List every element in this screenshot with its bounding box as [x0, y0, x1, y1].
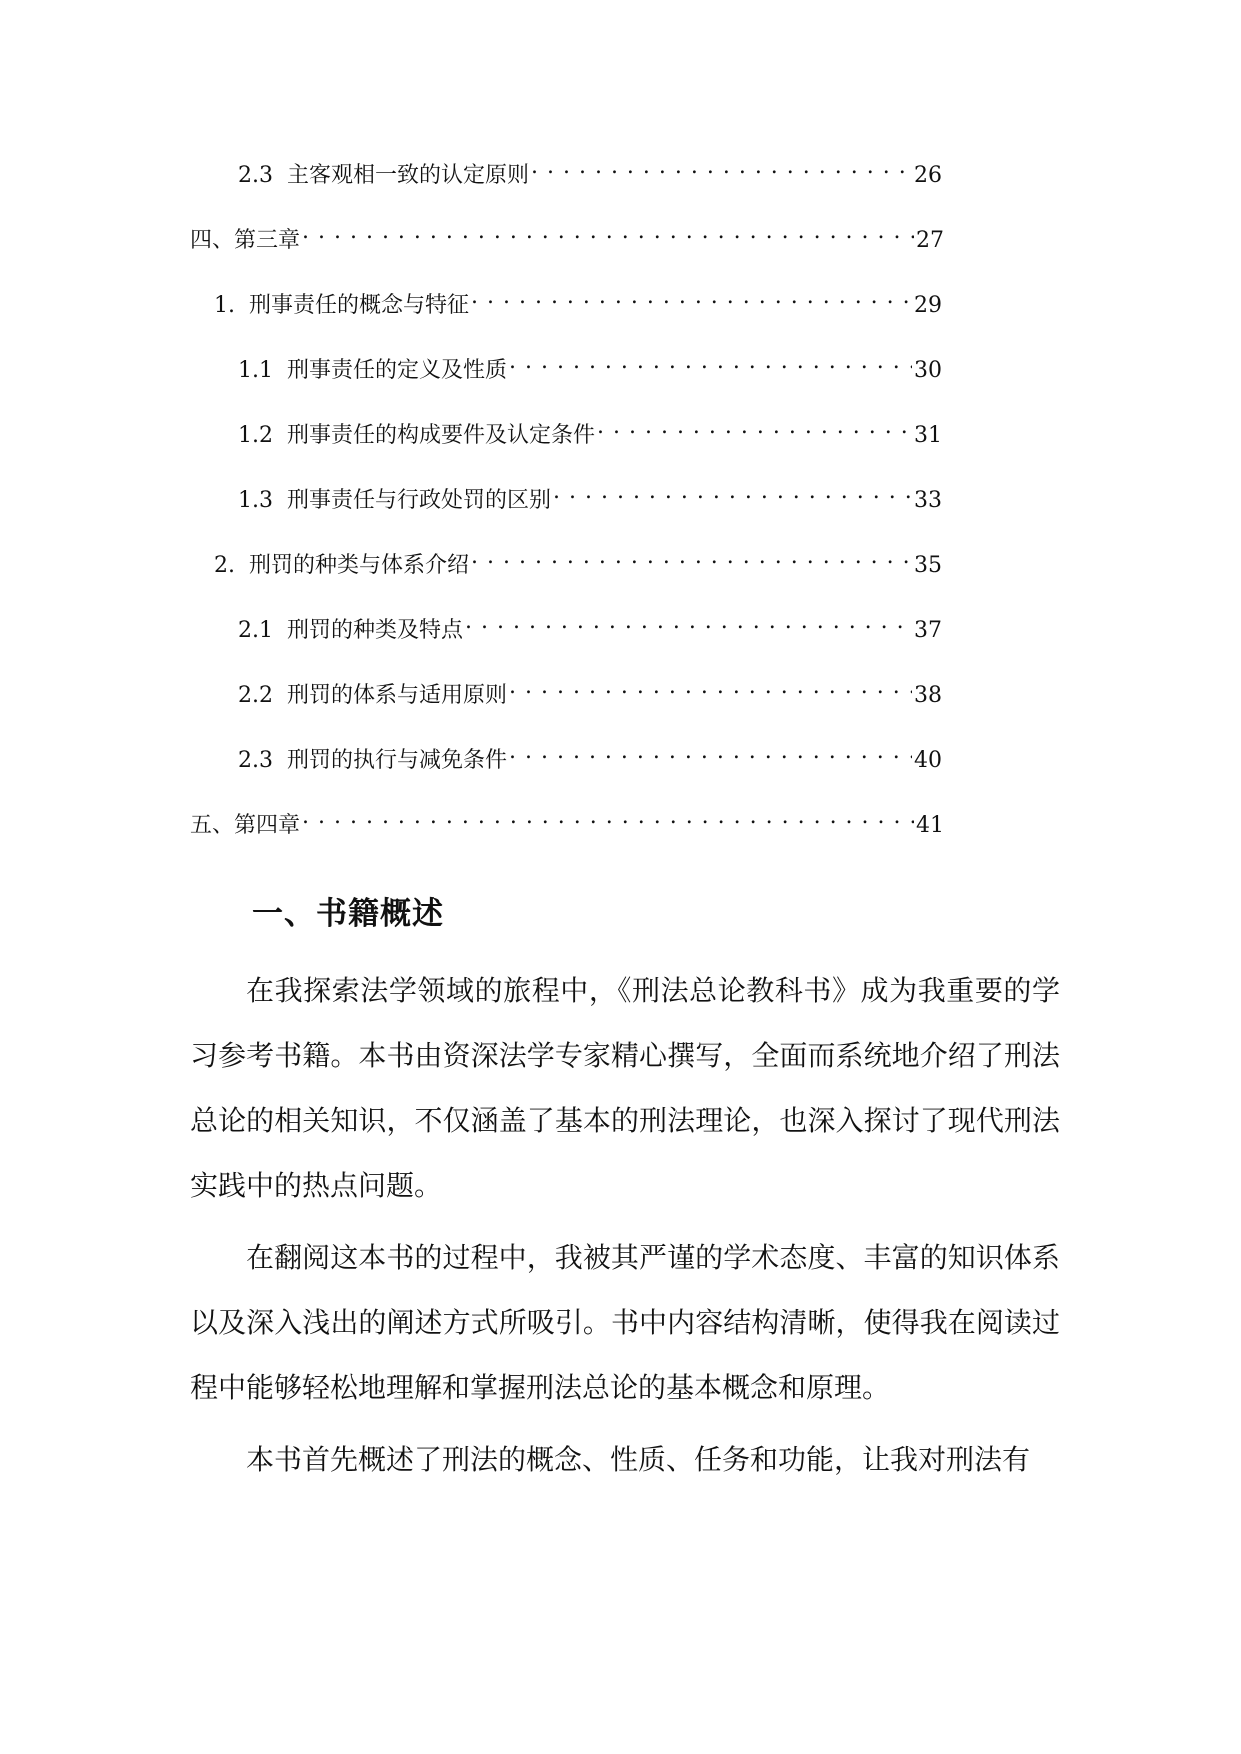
toc-entry-page: 41 — [916, 813, 944, 838]
toc-leader-dots — [302, 217, 914, 247]
toc-entry-number: 1.1 — [238, 358, 273, 383]
toc-entry-label — [238, 616, 463, 646]
toc-entry-title: 刑罚的种类与体系介绍 — [249, 553, 470, 578]
toc-leader-dots — [509, 737, 912, 767]
toc-entry-page: 38 — [914, 683, 942, 708]
section-body — [190, 958, 1060, 1499]
toc-entry-number: 2.1 — [238, 618, 273, 643]
toc-entry-title: 刑事责任的概念与特征 — [249, 293, 470, 318]
toc-entry-title: 刑罚的体系与适用原则 — [287, 683, 508, 708]
toc-entry-label — [190, 811, 300, 841]
toc-entry-label — [214, 291, 469, 321]
toc-entry-number: 1.2 — [238, 423, 273, 448]
toc-entry-label — [238, 746, 507, 776]
section-heading: 一、书籍概述 — [252, 896, 444, 932]
toc-leader-dots — [597, 412, 912, 442]
body-paragraph: 在我探索法学领域的旅程中，《刑法总论教科书》成为我重要的学习参考书籍。本书由资深法学专家精心撰写，全面而系统地介绍了刑法总论的相关知识，不仅涵盖了基本的刑法理论，也深入探讨了现代刑法实践中的热点问题。 — [190, 974, 1060, 1202]
toc-leader-dots — [509, 347, 912, 377]
toc-entry-label — [214, 551, 469, 581]
toc-entry-number: 2.3 — [238, 748, 273, 773]
toc-entry[interactable] — [238, 477, 942, 516]
toc-entry-label — [238, 486, 551, 516]
toc-entry-page: 40 — [914, 748, 942, 773]
toc-leader-dots — [302, 802, 914, 832]
toc-entry-label — [238, 356, 507, 386]
toc-entry[interactable] — [214, 542, 942, 581]
toc-entry-title: 刑事责任的构成要件及认定条件 — [287, 423, 596, 448]
toc-leader-dots — [553, 477, 912, 507]
toc-entry[interactable] — [190, 217, 944, 256]
toc-entry-title: 四、第三章 — [190, 228, 301, 253]
toc-entry[interactable] — [238, 152, 942, 191]
toc-entry[interactable] — [238, 412, 942, 451]
toc-entry-label — [238, 421, 595, 451]
toc-entry[interactable] — [238, 672, 942, 711]
toc-entry-number: 2.3 — [238, 163, 273, 188]
toc-entry-number: 2. — [214, 553, 235, 578]
body-paragraph: 本书首先概述了刑法的概念、性质、任务和功能，让我对刑法有 — [246, 1443, 1031, 1476]
toc-entry-page: 30 — [914, 358, 942, 383]
toc-entry-title: 五、第四章 — [190, 813, 301, 838]
toc-leader-dots — [471, 542, 912, 572]
toc-entry-title: 刑事责任与行政处罚的区别 — [287, 488, 552, 513]
toc-entry-number: 1. — [214, 293, 235, 318]
toc-entry-page: 37 — [914, 618, 942, 643]
toc-entry[interactable] — [238, 607, 942, 646]
body-paragraph: 在翻阅这本书的过程中，我被其严谨的学术态度、丰富的知识体系以及深入浅出的阐述方式所吸引。书中内容结构清晰，使得我在阅读过程中能够轻松地理解和掌握刑法总论的基本概念和原理。 — [190, 1241, 1060, 1404]
toc-entry[interactable] — [238, 737, 942, 776]
toc-entry-page: 33 — [914, 488, 942, 513]
toc-entry[interactable] — [214, 282, 942, 321]
toc-entry-page: 29 — [914, 293, 942, 318]
toc-entry-page: 27 — [916, 228, 944, 253]
toc-entry-page: 35 — [914, 553, 942, 578]
toc-leader-dots — [531, 152, 912, 182]
toc-entry-title: 主客观相一致的认定原则 — [287, 163, 530, 188]
toc-entry-label — [238, 161, 529, 191]
toc-leader-dots — [465, 607, 912, 637]
toc-entry-title: 刑事责任的定义及性质 — [287, 358, 508, 383]
toc-entry-page: 26 — [914, 163, 942, 188]
toc-entry[interactable] — [238, 347, 942, 386]
toc-leader-dots — [509, 672, 912, 702]
toc-entry-title: 刑罚的执行与减免条件 — [287, 748, 508, 773]
toc-entry-page: 31 — [914, 423, 942, 448]
toc-leader-dots — [471, 282, 912, 312]
toc-entry-label — [238, 681, 507, 711]
toc-entry-number: 2.2 — [238, 683, 273, 708]
toc-entry[interactable] — [190, 802, 944, 841]
toc-entry-number: 1.3 — [238, 488, 273, 513]
toc-entry-label — [190, 226, 300, 256]
toc-entry-title: 刑罚的种类及特点 — [287, 618, 464, 643]
